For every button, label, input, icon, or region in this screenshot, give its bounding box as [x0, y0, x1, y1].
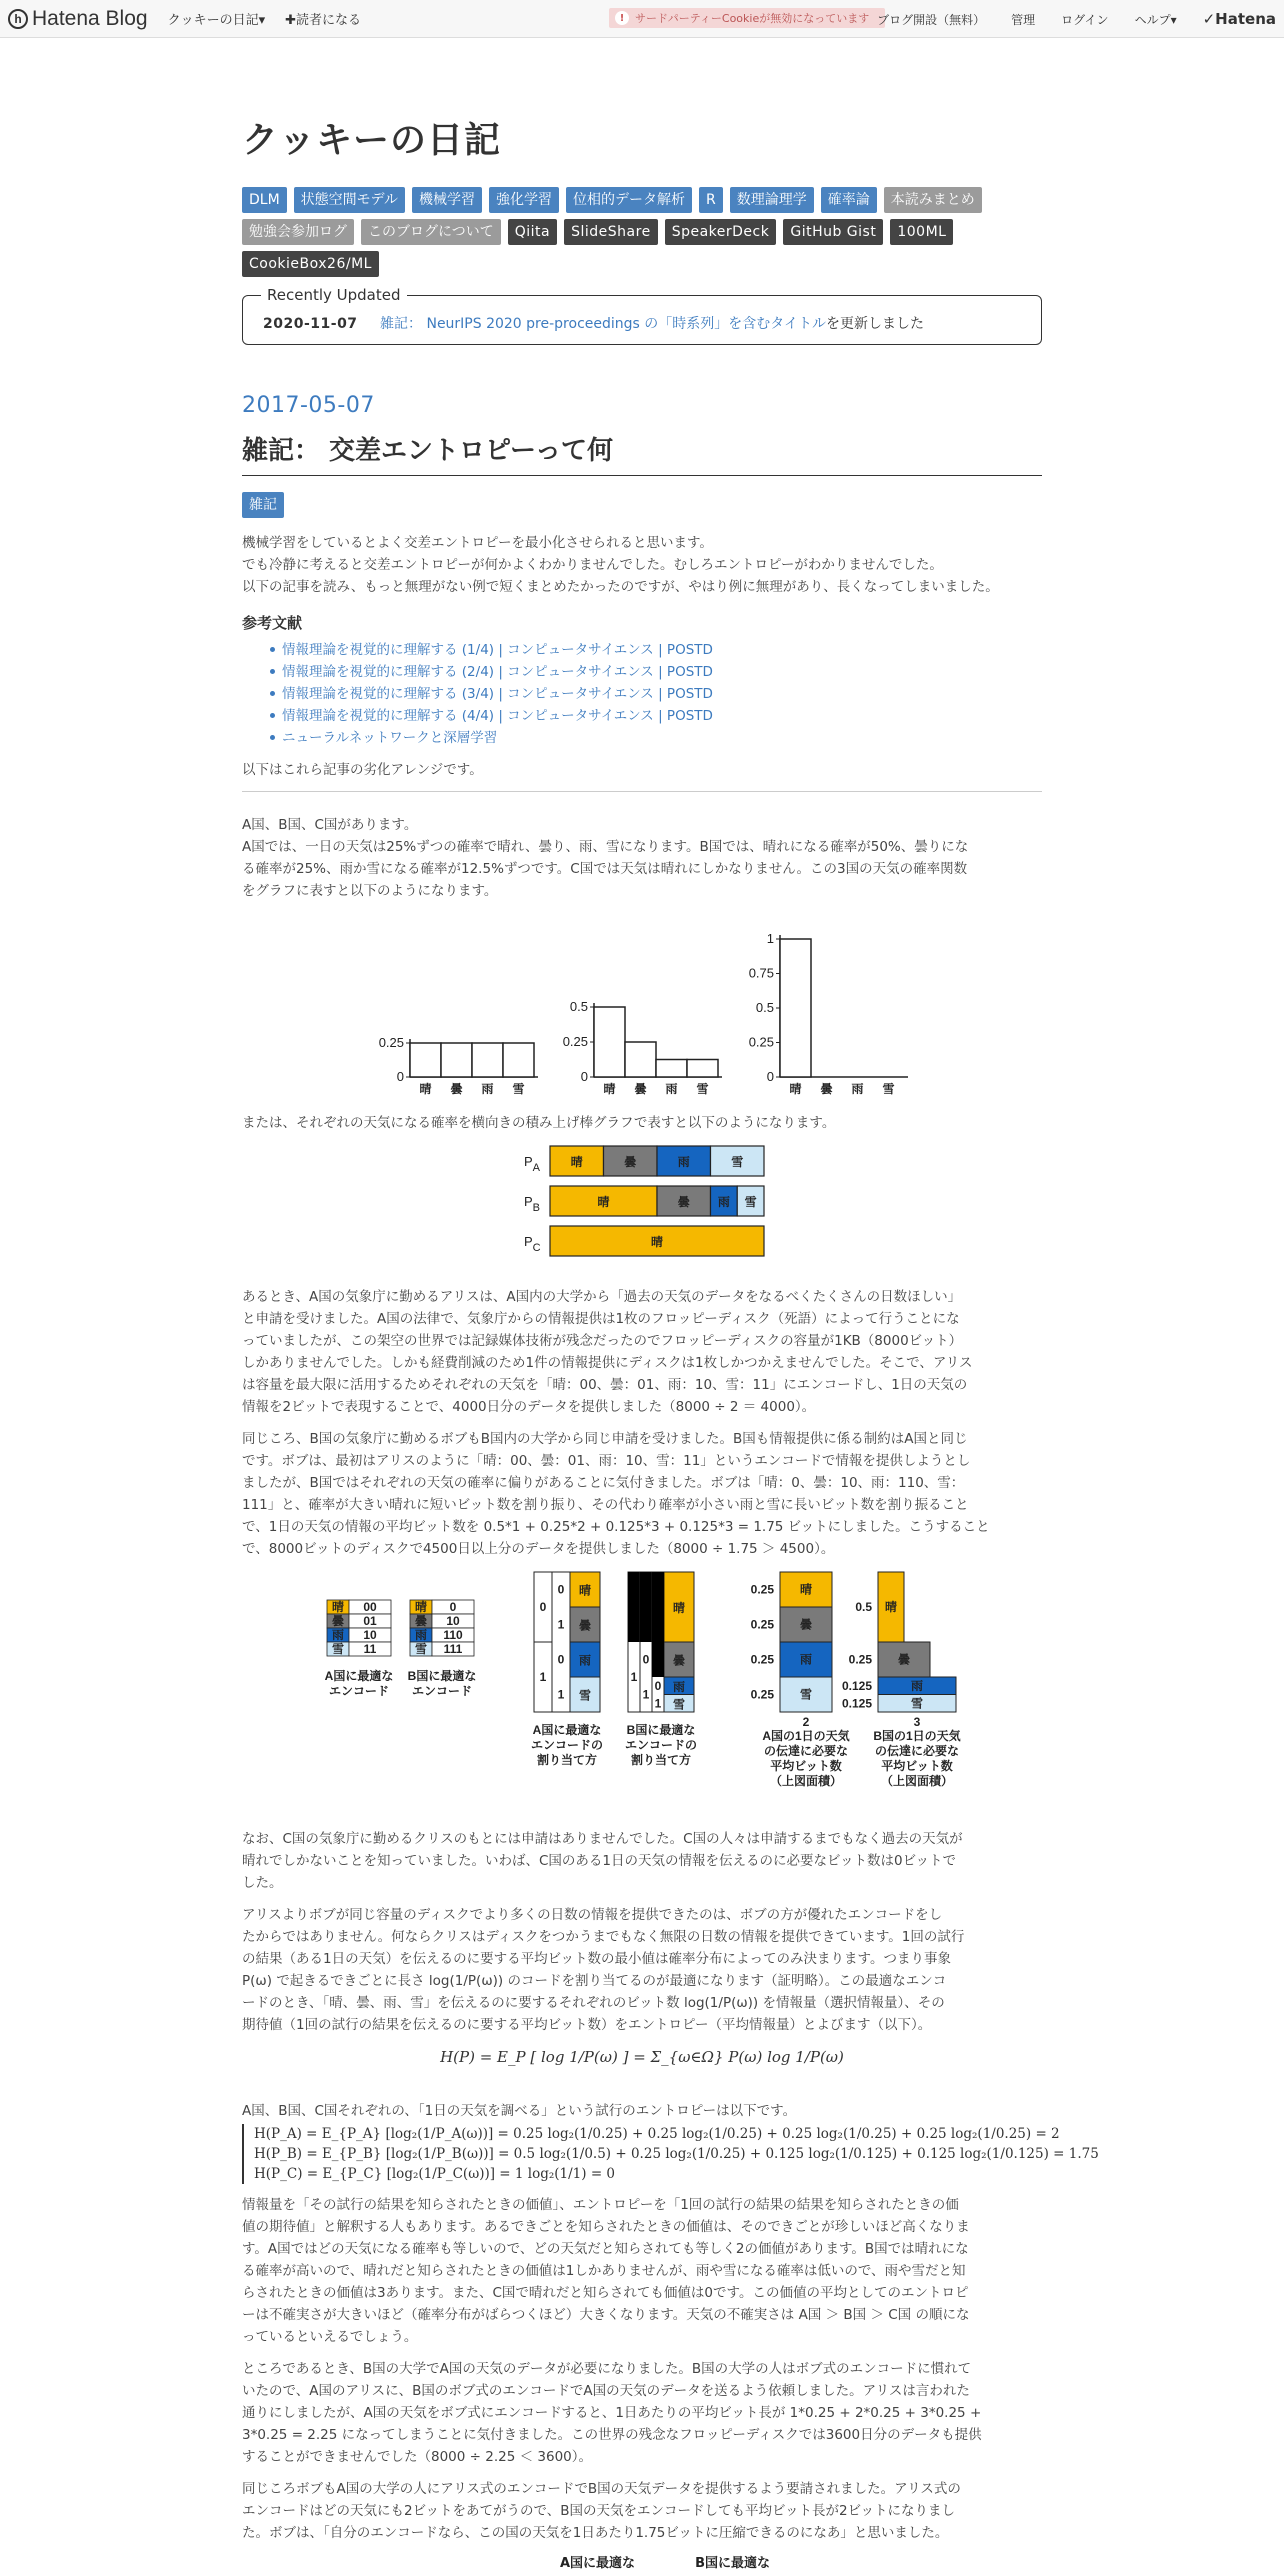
bar — [441, 1043, 472, 1077]
stack-segment-label: 曇 — [677, 1195, 690, 1209]
reference-item — [282, 639, 1042, 661]
logo-text: Hatena Blog — [32, 6, 148, 30]
intro-line: 機械学習をしているとよく交差エントロピーを最小化させられると思います。 — [242, 535, 713, 551]
p6-line: ードのとき、「晴、曇、雨、雪」を伝えるのに要するそれぞれのビット数 log(1/P(ω)) を情報量（選択情報量）、その — [242, 1995, 945, 2011]
area-b-prob-label: 0.25 — [848, 1652, 872, 1667]
x-tick-label: 雪 — [882, 1082, 895, 1096]
stack-segment-label: 雨 — [717, 1195, 730, 1209]
references-list — [242, 639, 1042, 749]
area-a-prob-label: 0.25 — [750, 1582, 774, 1597]
bar — [656, 1060, 687, 1078]
area-b-caption: 平均ビット数 — [881, 1759, 953, 1773]
table-b-code-text: 0 — [449, 1600, 457, 1614]
category-tag-5[interactable]: R — [699, 187, 723, 213]
table-b-caption: エンコード — [411, 1684, 473, 1698]
entropy-equation: H(P_A) = E_{P_A} [log₂(1/P_A(ω))] = 0.25 log₂(1/0.25) + 0.25 log₂(1/0.25) + 0.25 log₂(1/0.25) + 0.25 log₂(1/0.25) = 2 — [254, 2126, 1060, 2142]
stack-row-label: $P_A$ — [524, 1154, 541, 1174]
recently-updated-legend: Recently Updated — [261, 286, 407, 304]
area-a-segment-label: 曇 — [799, 1617, 813, 1632]
paragraph-entropy-list: A国、B国、C国それぞれの、「1日の天気を調べる」という試行のエントロピーは以下です。 — [242, 2103, 797, 2119]
p8-line: らされたときの価値は3あります。また、C国で晴れだと知らされても価値は0です。この価値の平均としてのエントロピ — [242, 2285, 969, 2301]
area-a-caption: 平均ビット数 — [770, 1759, 842, 1773]
bar — [594, 1007, 625, 1077]
bottom-caption-a: A国に最適な — [560, 2556, 636, 2571]
p6-line: の結果（ある1日の天気）を伝えるのに要する平均ビット数の最小値は確率分布によってのみ決まります。つまり事象 — [242, 1951, 951, 1967]
tree-b-fill — [652, 1572, 664, 1677]
area-a-prob-label: 0.25 — [750, 1652, 774, 1667]
x-tick-label: 雨 — [851, 1082, 864, 1096]
reference-link-4[interactable]: ニューラルネットワークと深層学習 — [282, 730, 498, 746]
p8-line: ーは不確実さが大きいほど（確率分布がばらつくほど）大きくなります。天気の不確実さは A国 ＞ B国 ＞ C国 の順にな — [242, 2307, 970, 2323]
tree-b-segment-label: 雪 — [672, 1697, 686, 1712]
p8-line: 値の期待値」と解釈する人もあります。あるできごとを知らされたときの価値は、そのできごとが珍しいほど高くなりま — [242, 2219, 970, 2235]
tree-b-bit: 0 — [654, 1678, 662, 1693]
p9-line: することができませんでした（8000 ÷ 2.25 ＜ 3600）。 — [242, 2449, 592, 2465]
encoding-figures — [242, 1570, 1042, 1818]
tree-a-bit: 0 — [557, 1652, 565, 1667]
area-a-prob-label: 0.25 — [750, 1617, 774, 1632]
tree-a-bit: 1 — [539, 1670, 547, 1684]
table-a-weather-label: 曇 — [331, 1614, 345, 1628]
p3-line: っていましたが、この架空の世界では記録媒体技術が残念だったのでフロッピーディスクの容量が1KB（8000ビット） — [242, 1333, 963, 1349]
p5-line: 晴れでしかないことを知っていました。いわば、C国のある1日の天気の情報を伝えるのに必要なビット数は0ビットで — [242, 1853, 957, 1869]
p3-line: しかありませんでした。しかも経費削減のため1件の情報提供にディスクは1枚しかつかえませんでした。そこで、アリス — [242, 1355, 973, 1371]
bar — [687, 1060, 718, 1078]
category-tag-0[interactable]: DLM — [242, 187, 287, 213]
entropy-equation: H(P_B) = E_{P_B} [log₂(1/P_B(ω))] = 0.5 log₂(1/0.5) + 0.25 log₂(1/0.25) + 0.125 log₂(1/0.125) + 0.125 log₂(1/0.125) = 1.75 — [254, 2146, 1099, 2162]
hatena-brand-link[interactable] — [1203, 10, 1276, 28]
intro-end: 以下はこれら記事の劣化アレンジです。 — [242, 759, 1042, 792]
paragraph-b-univ — [242, 2358, 1042, 2468]
table-b-weather-label: 雨 — [414, 1628, 428, 1642]
tree-a-segment-label: 雪 — [578, 1688, 592, 1703]
tree-b-bit: 0 — [642, 1652, 650, 1667]
p4-line: 111」と、確率が大きい晴れに短いビット数を割り振り、その代わり確率が小さい雨と雪に長いビット数を割り振ること — [242, 1497, 969, 1513]
tree-a-segment-label: 晴 — [578, 1583, 592, 1598]
stack-segment-label: 晴 — [597, 1195, 610, 1209]
tree-b-bit: 1 — [642, 1687, 650, 1702]
category-tag-8[interactable]: 本読みまとめ — [884, 187, 982, 213]
table-b-weather-label: 雪 — [414, 1642, 428, 1656]
x-tick-label: 雪 — [512, 1082, 525, 1096]
area-b-segment-label: 曇 — [897, 1652, 911, 1667]
area-b-caption: の伝達に必要な — [874, 1744, 960, 1758]
tree-b-caption: B国に最適な — [626, 1723, 696, 1737]
p1-line: をグラフに表すと以下のようになります。 — [242, 883, 498, 899]
p8-line: る確率が高いので、晴れだと知らされたときの価値は1しかありませんが、雨や雪になる確率は低いので、雨や雪だと知 — [242, 2263, 966, 2279]
stack-segment-label: 晴 — [570, 1155, 583, 1169]
area-b-prob-label: 0.125 — [841, 1696, 872, 1711]
p6-line: P(ω) で起きるできごとに長さ log(1/P(ω)) のコードを割り当てるのが最適になります（証明略）。この最適なエンコ — [242, 1973, 947, 1989]
open-blog-link[interactable]: ブログ開設（無料） — [877, 12, 986, 27]
post-date[interactable]: 2017-05-07 — [242, 393, 375, 418]
tree-b-caption: エンコードの — [624, 1738, 698, 1752]
tree-b-bit: 1 — [654, 1696, 662, 1711]
category-tag-3[interactable]: 強化学習 — [489, 187, 559, 213]
bar — [410, 1043, 441, 1077]
post-category-tag[interactable]: 雑記 — [242, 492, 284, 518]
p1-line: A国、B国、C国があります。 — [242, 817, 418, 833]
hatena-blog-logo[interactable] — [8, 7, 148, 31]
category-tag-7[interactable]: 確率論 — [821, 187, 877, 213]
area-b-prob-label: 0.125 — [841, 1678, 872, 1693]
x-tick-label: 雨 — [481, 1082, 494, 1096]
stack-segment-label: 雪 — [731, 1155, 744, 1169]
p3-line: 情報を2ビットで表現することで、4000日分のデータを提供しました（8000 ÷ 2 ＝ 4000）。 — [242, 1399, 816, 1415]
y-tick-label: 0 — [396, 1069, 404, 1084]
table-a-code-text: 01 — [363, 1614, 377, 1628]
p9-line: 3*0.25 = 2.25 になってしまうことに気付きました。この世界の残念なフロッピーディスクでは3600日分のデータも提供 — [242, 2427, 982, 2443]
subscribe-button[interactable]: ✚読者になる — [285, 13, 362, 28]
category-tag-14[interactable]: GitHub Gist — [783, 219, 883, 245]
bar — [780, 939, 811, 1077]
stack-row-label: $P_C$ — [524, 1234, 541, 1254]
category-tag-11[interactable]: Qiita — [508, 219, 557, 245]
x-tick-label: 雪 — [696, 1082, 709, 1096]
paragraph-a-univ — [242, 2478, 1042, 2544]
bar — [625, 1042, 656, 1077]
p1-line: る確率が25%、雨か雪になる確率が12.5%ずつです。C国では天気は晴れにしかなりません。この3国の天気の確率関数 — [242, 861, 968, 877]
area-b-segment-label: 晴 — [884, 1600, 898, 1614]
bar — [503, 1043, 534, 1077]
tree-b-segment-label: 曇 — [672, 1653, 686, 1668]
hatena-logo-icon: h — [8, 9, 28, 29]
p4-line: ましたが、B国ではそれぞれの天気の確率に偏りがあることに気付きました。ボブは「晴：0、曇：10、雨：110、雪： — [242, 1475, 965, 1491]
p10-line: 同じころボブもA国の大学の人にアリス式のエンコードでB国の天気データを提供するよう要請されました。アリス式の — [242, 2481, 961, 2497]
table-b-code-text: 110 — [443, 1628, 463, 1642]
tree-a-caption: 割り当て方 — [536, 1753, 598, 1767]
recent-date: 2020-11-07 — [263, 316, 358, 332]
tree-b-caption: 割り当て方 — [630, 1753, 692, 1767]
paragraph-entropy — [242, 1904, 1042, 2036]
x-tick-label: 晴 — [789, 1082, 802, 1096]
area-a-segment-label: 晴 — [799, 1582, 813, 1597]
area-a-segment-label: 雪 — [799, 1687, 813, 1702]
entropy-equation: H(P_C) = E_{P_C} [log₂(1/P_C(ω))] = 1 log₂(1/1) = 0 — [254, 2166, 616, 2182]
p8-line: っているといえるでしょう。 — [242, 2329, 418, 2345]
category-tag-6[interactable]: 数理論理学 — [730, 187, 814, 213]
table-a-caption: A国に最適な — [324, 1669, 394, 1683]
stack-segment-label: 雨 — [677, 1155, 690, 1169]
p4-line: で、8000ビットのディスクで4500日以上分のデータを提供しました（8000 ÷ 1.75 ＞ 4500）。 — [242, 1541, 835, 1557]
area-b-width-label: 3 — [913, 1715, 921, 1729]
recently-updated-box — [242, 286, 1042, 345]
table-a-weather-label: 雪 — [331, 1642, 345, 1656]
p1-line: A国では、一日の天気は25%ずつの確率で晴れ、曇り、雨、雪になります。B国では、晴れになる確率が50%、曇りにな — [242, 839, 969, 855]
y-tick-label: 1 — [766, 931, 774, 946]
paragraph-stacked-intro: または、それぞれの天気になる確率を横向きの積み上げ棒グラフで表すと以下のようになります。 — [242, 1115, 836, 1131]
table-a-code-text: 11 — [363, 1642, 377, 1656]
category-tag-9[interactable]: 勉強会参加ログ — [242, 219, 354, 245]
tree-b-bit: 1 — [630, 1670, 638, 1684]
area-a-width-label: 2 — [802, 1715, 810, 1729]
tree-a-bit: 0 — [539, 1600, 547, 1614]
tree-a-segment-label: 曇 — [578, 1618, 592, 1633]
brand-text: Hatena — [1215, 10, 1276, 28]
entropy-formula: H(P) = E_P [ log 1/P(ω) ] = Σ_{ω∈Ω} P(ω) log 1/P(ω) — [440, 2048, 844, 2066]
reference-link-0[interactable]: 情報理論を視覚的に理解する (1/4) | コンピュータサイエンス | POSTD — [282, 642, 713, 658]
table-b-caption: B国に最適な — [407, 1669, 477, 1683]
tree-b-fill — [628, 1572, 640, 1642]
stacked-bar-chart — [242, 1140, 1042, 1268]
area-b-caption: （上図面積） — [880, 1774, 954, 1788]
cookie-notice-text: サードパーティーCookieが無効になっています — [635, 12, 870, 25]
table-a-code-text: 00 — [363, 1600, 377, 1614]
x-tick-label: 晴 — [603, 1082, 616, 1096]
category-tag-16[interactable]: CookieBox26/ML — [242, 251, 379, 277]
paragraph-countries — [242, 814, 1042, 902]
hatena-mark-icon: ✓ — [1202, 10, 1216, 28]
tree-b-fill — [640, 1572, 652, 1642]
y-tick-label: 0.5 — [569, 999, 588, 1014]
stack-row-label: $P_B$ — [524, 1194, 541, 1214]
paragraph-alice — [242, 1286, 1042, 1418]
table-a-weather-label: 晴 — [331, 1600, 345, 1614]
x-tick-label: 晴 — [419, 1082, 432, 1096]
table-a-caption: エンコード — [328, 1684, 390, 1698]
blog-menu[interactable]: クッキーの日記▾ — [167, 13, 266, 28]
intro-line: 以下の記事を読み、もっと無理がない例で短くまとめたかったのですが、やはり例に無理があり、長くなってしまいました。 — [242, 579, 999, 595]
reference-item — [282, 683, 1042, 705]
tree-a-bit: 1 — [557, 1687, 565, 1702]
area-a-segment-label: 雨 — [799, 1652, 813, 1667]
paragraph-bob — [242, 1428, 1042, 1560]
category-tag-10[interactable]: このブログについて — [361, 219, 501, 245]
reference-link-3[interactable]: 情報理論を視覚的に理解する (4/4) | コンピュータサイエンス | POSTD — [282, 708, 713, 724]
area-b-prob-label: 0.5 — [855, 1600, 872, 1614]
reference-item — [282, 661, 1042, 683]
p3-line: と申請を受けました。A国の法律で、気象庁からの情報提供は1枚のフロッピーディスク（死語）によって行うことにな — [242, 1311, 960, 1327]
p6-line: たからではありません。何ならクリスはディスクをつかうまでもなく無限の日数の情報を提供できています。1回の試行 — [242, 1929, 965, 1945]
y-tick-label: 0 — [766, 1069, 774, 1084]
area-a-prob-label: 0.25 — [750, 1687, 774, 1702]
tree-a-bit: 1 — [557, 1617, 565, 1632]
p3-line: は容量を最大限に活用するためそれぞれの天気を「晴：00、曇：01、雨：10、雪：11」にエンコードし、1日の天気の — [242, 1377, 968, 1393]
p10-line: た。ボブは、「自分のエンコードなら、この国の天気を1日あたり1.75ビットに圧縮できるのになあ」と思いました。 — [242, 2525, 949, 2541]
x-tick-label: 曇 — [450, 1082, 463, 1096]
table-b-weather-label: 晴 — [414, 1600, 428, 1614]
category-tag-13[interactable]: SpeakerDeck — [665, 219, 777, 245]
tree-b-segment-label: 雨 — [672, 1679, 686, 1694]
tree-a-caption: エンコードの — [530, 1738, 604, 1752]
area-b-segment-label: 雨 — [910, 1678, 924, 1693]
main-content — [242, 38, 1099, 2571]
recent-suffix: を更新しました — [826, 316, 924, 332]
category-tag-15[interactable]: 100ML — [890, 219, 953, 245]
y-tick-label: 0.75 — [748, 965, 774, 981]
references-heading: 参考文献 — [242, 614, 303, 632]
intro-paragraph — [242, 532, 1042, 598]
tree-a-bit: 0 — [557, 1582, 565, 1597]
y-tick-label: 0.25 — [748, 1034, 774, 1050]
p6-line: アリスよりボブが同じ容量のディスクでより多くの日数の情報を提供できたのは、ボブの方が優れたエンコードをし — [242, 1907, 943, 1923]
reference-link-1[interactable]: 情報理論を視覚的に理解する (2/4) | コンピュータサイエンス | POSTD — [282, 664, 713, 680]
login-link[interactable]: ログイン — [1061, 12, 1109, 27]
area-b-segment-label: 雪 — [910, 1696, 924, 1711]
tree-a-segment-label: 雨 — [578, 1653, 592, 1668]
category-tag-2[interactable]: 機械学習 — [412, 187, 482, 213]
paragraph-chris — [242, 1828, 1042, 1894]
category-tag-1[interactable]: 状態空間モデル — [294, 187, 405, 213]
bar-chart-0 — [379, 1035, 538, 1096]
entropy-equations — [242, 2124, 1099, 2184]
reference-item — [282, 705, 1042, 727]
cookie-notice[interactable] — [609, 8, 885, 28]
p6-line: 期待値（1回の試行の結果を伝えるのに要する平均ビット数）をエントロピー（平均情報量）とよびます（以下）。 — [242, 2017, 932, 2033]
p4-line: 同じころ、B国の気象庁に勤めるボブもB国内の大学から同じ申請を受けました。B国も情報提供に係る制約はA国と同じ — [242, 1431, 968, 1447]
area-a-caption: （上図面積） — [769, 1774, 843, 1788]
tree-a-caption: A国に最適な — [532, 1723, 602, 1737]
area-a-caption: の伝達に必要な — [763, 1744, 849, 1758]
x-tick-label: 曇 — [820, 1082, 833, 1096]
p10-line: エンコードはどの天気にも2ビットをあてがうので、B国の天気をエンコードしても平均ビット長が2ビットになりまし — [242, 2503, 956, 2519]
table-a-code-text: 10 — [363, 1628, 377, 1642]
recent-article-link[interactable]: 雑記： NeurIPS 2020 pre-proceedings の「時系列」を含むタイトル — [380, 316, 826, 332]
stack-segment-label: 曇 — [624, 1155, 637, 1169]
admin-link[interactable]: 管理 — [1011, 12, 1036, 27]
table-b-code-text: 10 — [446, 1614, 460, 1628]
p9-line: いたので、A国のアリスに、B国のボブ式のエンコードでA国の天気のデータを送るよう依頼しました。アリスは言われた — [242, 2383, 970, 2399]
p3-line: あるとき、A国の気象庁に勤めるアリスは、A国内の大学から「過去の天気のデータをなるべくたくさんの日数ほしい」 — [242, 1289, 962, 1305]
area-b-caption: B国の1日の天気 — [873, 1729, 961, 1743]
p9-line: 通りにしましたが、A国の天気をボブ式にエンコードすると、1日あたりの平均ビット長が 1*0.25 + 2*0.25 + 3*0.25 + — [242, 2405, 982, 2421]
tree-b-segment-label: 晴 — [672, 1601, 686, 1615]
y-tick-label: 0.5 — [755, 1000, 774, 1015]
x-tick-label: 曇 — [634, 1082, 647, 1096]
category-list — [242, 187, 1022, 277]
top-navigation-bar — [0, 0, 1284, 38]
p4-line: で、1日の天気の情報の平均ビット数を 0.5*1 + 0.25*2 + 0.125*3 + 0.125*3 = 1.75 ビットにしました。こうすること — [242, 1519, 990, 1535]
p8-line: 情報量を「その試行の結果を知らされたときの価値」、エントロピーを「1回の試行の結果の結果を知らされたときの価 — [242, 2197, 959, 2213]
x-tick-label: 雨 — [665, 1082, 678, 1096]
reference-link-2[interactable]: 情報理論を視覚的に理解する (3/4) | コンピュータサイエンス | POSTD — [282, 686, 713, 702]
category-tag-4[interactable]: 位相的データ解析 — [566, 187, 692, 213]
p5-line: なお、C国の気象庁に勤めるクリスのもとには申請はありませんでした。C国の人々は申請するまでもなく過去の天気が — [242, 1831, 963, 1847]
post-title[interactable]: 雑記： 交差エントロピーって何 — [242, 430, 1042, 476]
p8-line: す。A国ではどの天気になる確率も等しいので、どの天気だと知らされても等しく2の価値があります。B国では晴れにな — [242, 2241, 969, 2257]
area-a-caption: A国の1日の天気 — [762, 1729, 850, 1743]
p9-line: ところであるとき、B国の大学でA国の天気のデータが必要になりました。B国の大学の人はボブ式のエンコードに慣れて — [242, 2361, 972, 2377]
y-tick-label: 0.25 — [562, 1034, 588, 1049]
bar-chart-2 — [749, 931, 908, 1096]
reference-item — [282, 727, 1042, 749]
bar-chart-1 — [563, 999, 722, 1096]
stack-segment-label: 雪 — [744, 1195, 757, 1209]
p5-line: した。 — [242, 1875, 283, 1891]
bar — [472, 1043, 503, 1077]
y-tick-label: 0 — [580, 1069, 588, 1084]
bottom-caption-b: B国に最適な — [695, 2556, 770, 2571]
blog-title[interactable]: クッキーの日記 — [242, 120, 502, 161]
table-b-weather-label: 曇 — [414, 1614, 428, 1628]
y-tick-label: 0.25 — [378, 1035, 404, 1050]
stack-segment-label: 晴 — [650, 1235, 664, 1249]
help-menu[interactable]: ヘルプ▾ — [1134, 12, 1177, 27]
alert-icon: ! — [615, 11, 629, 25]
table-b-code-text: 111 — [443, 1642, 463, 1656]
probability-bar-charts — [242, 912, 1042, 1102]
paragraph-value-interpretation — [242, 2194, 1042, 2348]
intro-line: でも冷静に考えると交差エントロピーが何かよくわかりませんでした。むしろエントロピーがわかりませんでした。 — [242, 557, 943, 573]
p4-line: です。ボブは、最初はアリスのように「晴：00、曇：01、雨：10、雪：11」というエンコードで情報を提供しようとし — [242, 1453, 971, 1469]
table-a-weather-label: 雨 — [331, 1628, 345, 1642]
category-tag-12[interactable]: SlideShare — [564, 219, 658, 245]
